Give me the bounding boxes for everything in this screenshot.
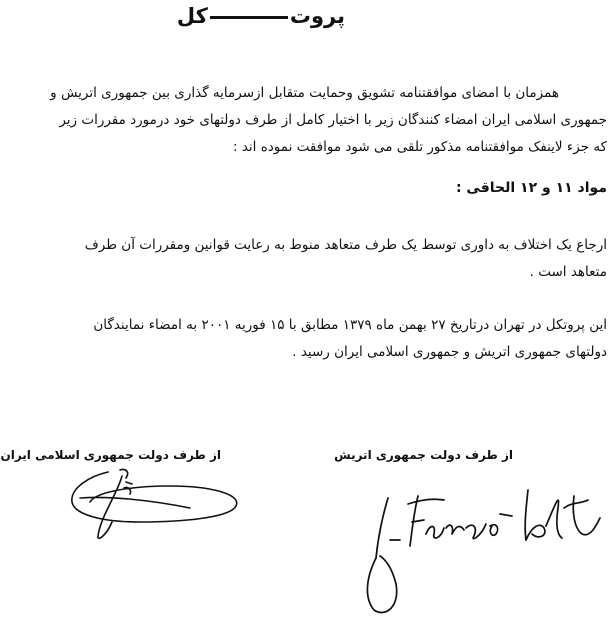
opening-line-1: همزمان با امضای موافقتنامه تشویق وحمایت متقابل ازسرمایه گذاری بین جمهوری اتریش و [50,85,559,101]
iran-signature-image [60,462,250,542]
opening-line-2: جمهوری اسلامی ایران امضاء کنندگان زیر با اختیار کامل از طرف دولتهای خود درمورد مقررات زیر [59,112,607,128]
arbitration-paragraph [7,232,607,286]
title-part-start: پروت [289,4,345,28]
opening-paragraph [7,80,607,161]
signing-paragraph [7,312,607,366]
document-title [177,4,345,28]
iran-signatory-label: از طرف دولت جمهوری اسلامی ایران [0,448,221,462]
arbitration-line-1: ارجاع یک اختلاف به داوری توسط یک طرف متعاهد منوط به رعایت قوانین ومقررات آن طرف [84,237,607,253]
articles-heading: مواد ۱۱ و ۱۲ الحاقی : [455,180,607,196]
opening-line-3: که جزء لاینفک موافقتنامه مذکور تلقی می شود موافقت نموده اند : [232,139,607,155]
austria-signatory-label: از طرف دولت جمهوری اتریش [334,448,513,462]
arbitration-line-2: متعاهد است . [529,264,607,280]
title-kashida-stroke [210,16,288,19]
austria-signature-image [360,478,610,618]
signing-line-1: این پروتکل در تهران درتاریخ ۲۷ بهمن ماه ۱۳۷۹ مطابق با ۱۵ فوریه ۲۰۰۱ به امضاء نمایندگان [93,317,607,333]
title-part-end: کل [176,4,208,28]
signing-line-2: دولتهای جمهوری اتریش و جمهوری اسلامی ایران رسید . [292,344,607,360]
